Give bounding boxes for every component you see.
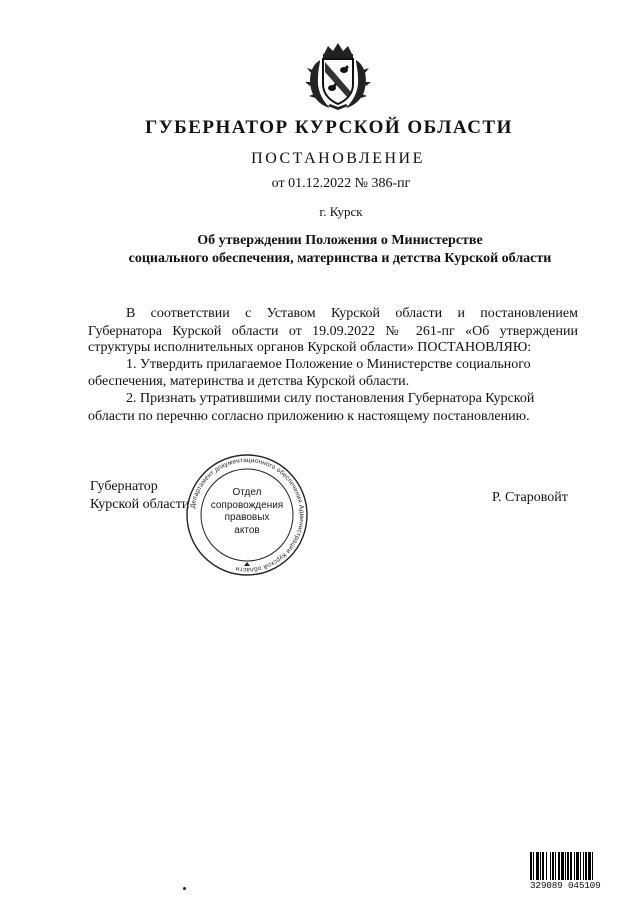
body-line: 2. Признать утратившими силу постановления Губернатора Курской xyxy=(126,391,535,406)
body-line: области по перечню согласно приложению к настоящему постановлению. xyxy=(88,409,530,424)
signatory-name: Р. Старовойт xyxy=(492,490,568,505)
stamp-ring-text: Департамент документационного обеспечения Администрации Курской области xyxy=(189,456,306,574)
document-subject xyxy=(80,232,600,268)
body-line: обеспечения, материнства и детства Курской области. xyxy=(88,374,410,389)
body-line: структуры исполнительных органов Курской области» ПОСТАНОВЛЯЮ: xyxy=(88,340,532,355)
document-city: г. Курск xyxy=(319,204,363,219)
stamp-line: Отдел xyxy=(232,487,262,498)
document-date-number: от 01.12.2022 № 386-пг xyxy=(271,176,411,191)
issuer-title: ГУБЕРНАТОР КУРСКОЙ ОБЛАСТИ xyxy=(145,117,513,138)
body-line: Губернатора Курской области от 19.09.2022 № 261-пг «Об утверждении xyxy=(88,324,578,339)
barcode xyxy=(530,852,622,880)
document-type: ПОСТАНОВЛЕНИЕ xyxy=(251,150,425,167)
signatory-position xyxy=(90,478,189,514)
signatory-position-line: Курской области xyxy=(90,497,190,512)
stamp-line: актов xyxy=(234,524,260,536)
coat-of-arms-emblem xyxy=(304,40,372,112)
subject-line: Об утверждении Положения о Министерстве xyxy=(197,233,483,248)
stamp-center-text xyxy=(196,487,298,537)
body-line: В соответствии с Уставом Курской области и постановлением xyxy=(126,306,578,321)
signatory-position-line: Губернатор xyxy=(90,479,158,494)
body-line: 1. Утвердить прилагаемое Положение о Министерстве социального xyxy=(126,357,531,372)
scan-speck xyxy=(183,887,186,890)
subject-line: социального обеспечения, материнства и детства Курской области xyxy=(128,251,552,266)
barcode-number: 329089 045109 xyxy=(530,880,601,891)
stamp-line: правовых xyxy=(224,512,270,523)
stamp-line: сопровождения xyxy=(210,499,284,511)
